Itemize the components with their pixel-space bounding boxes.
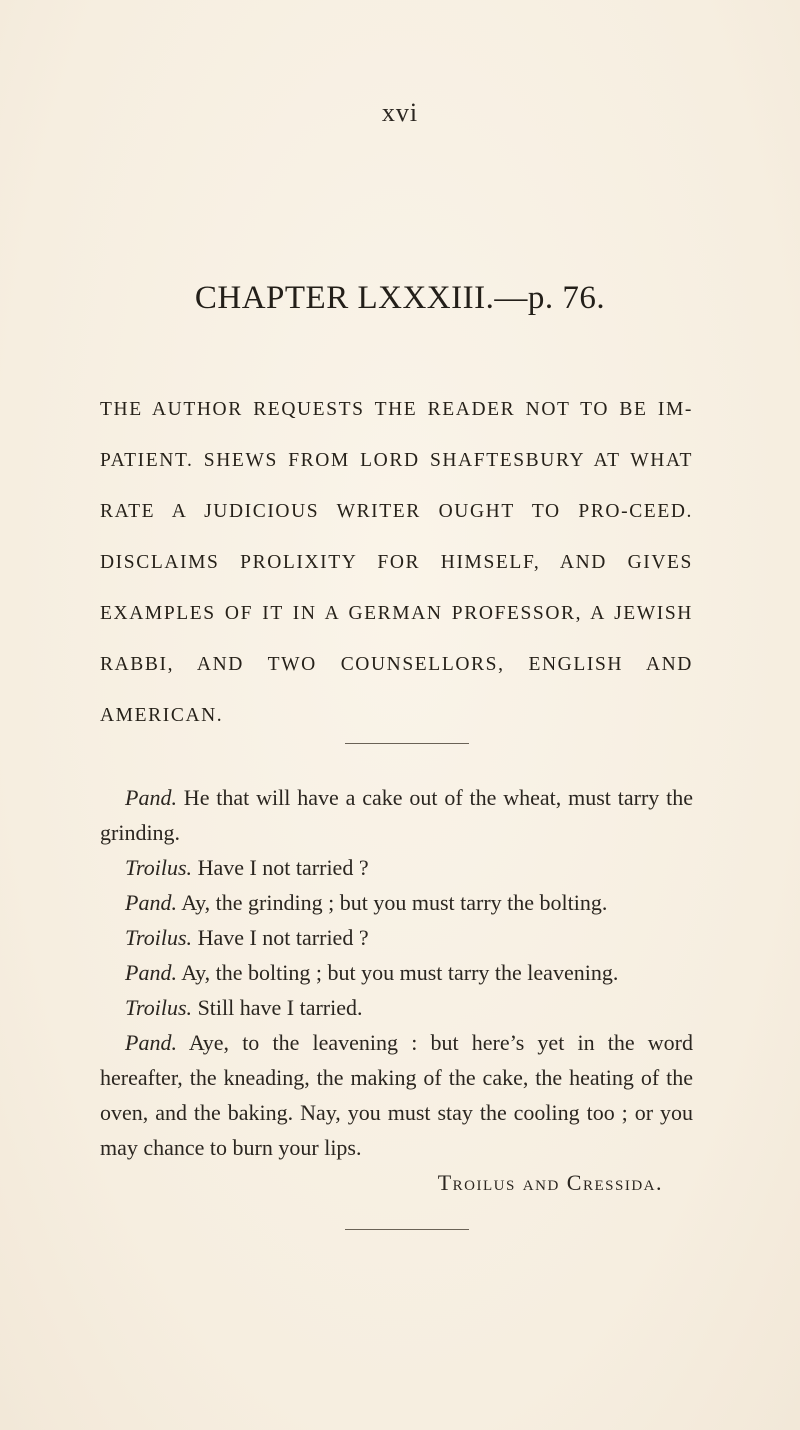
epigraph-line [100,1025,693,1165]
speaker-name: Troilus. [125,855,193,880]
speech-text: Ay, the bolting ; but you must tarry the leavening. [176,960,619,985]
epigraph-line [100,850,693,885]
chapter-heading: CHAPTER LXXXIII.—p. 76. [194,280,606,316]
epigraph-line [100,920,693,955]
speaker-name: Pand. [125,1030,177,1055]
divider-rule-top [345,743,469,744]
speaker-name: Pand. [125,785,177,810]
speaker-name: Troilus. [125,995,193,1020]
page-number: xvi [381,98,419,127]
speech-text: Have I not tarried ? [192,855,369,880]
speaker-name: Pand. [125,960,177,985]
speech-text: He that will have a cake out of the wheat, must tarry the grinding. [100,785,693,845]
chapter-summary: THE AUTHOR REQUESTS THE READER NOT TO BE IM-PATIENT. SHEWS FROM LORD SHAFTESBURY AT WHAT RATE A JUDICIOUS WRITER OUGHT TO PRO-CEED. DISCLAIMS PROLIXITY FOR HIMSELF, AND GIVES EXAMPLES OF IT IN A GERMAN PROFESSOR, A JEWISH RABBI, AND TWO COUNSELLORS, ENGLISH AND AMERICAN. [100,399,693,726]
epigraph-source: Troilus and Cressida. [437,1170,663,1195]
speaker-name: Pand. [125,890,177,915]
epigraph-line [100,780,693,850]
speech-text: Still have I tarried. [192,995,363,1020]
epigraph-line [100,955,693,990]
speaker-name: Troilus. [125,925,193,950]
divider-rule-bottom [345,1229,469,1230]
speech-text: Ay, the grinding ; but you must tarry the bolting. [176,890,608,915]
speech-text: Aye, to the leavening : but here’s yet in the word hereafter, the kneading, the making of the cake, the heating of the oven, and the baking. Nay, you must stay the cooling too ; or you may chance to burn your lips. [100,1030,693,1160]
speech-text: Have I not tarried ? [192,925,369,950]
epigraph [100,780,693,1200]
epigraph-line [100,885,693,920]
epigraph-line [100,990,693,1025]
